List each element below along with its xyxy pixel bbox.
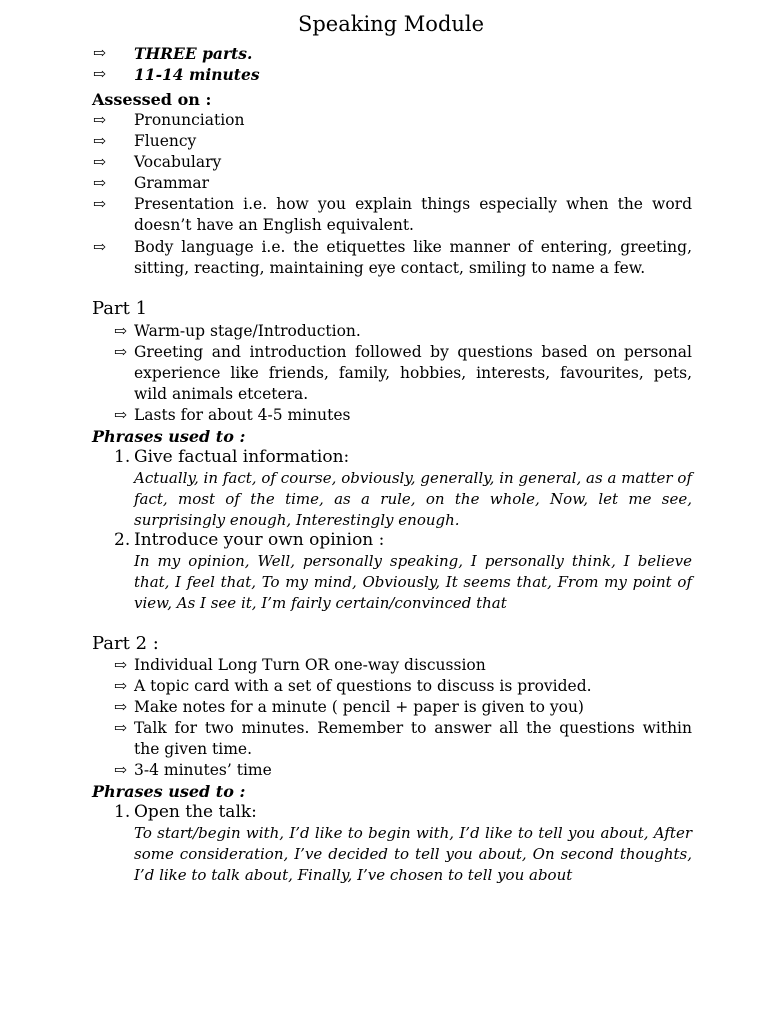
arrow-icon: ⇨	[114, 656, 127, 674]
assessed-item: Fluency	[134, 132, 197, 150]
item-phrases: To start/begin with, I’d like to begin with, I’d like to tell you about, After some consideration, I’ve decided to tell you about, On second thoughts, I’d like to talk about, Finally, I’ve chosen to tell you about	[134, 824, 692, 884]
assessed-heading: Assessed on :	[92, 90, 212, 109]
assessed-item: Grammar	[134, 174, 210, 192]
arrow-icon: ⇨	[93, 132, 106, 150]
part2-heading: Part 2 :	[92, 633, 159, 654]
part1-bullet: Lasts for about 4-5 minutes	[134, 406, 351, 424]
item-number: 1.	[114, 802, 131, 822]
part1-bullet: Warm-up stage/Introduction.	[134, 322, 361, 340]
item-phrases: Actually, in fact, of course, obviously, generally, in general, as a matter of fact, most of the time, as a rule, on the whole, Now, let me see, surprisingly enough, Interestingly enough.	[134, 469, 692, 529]
assessed-item: Vocabulary	[134, 153, 222, 171]
arrow-icon: ⇨	[114, 322, 127, 340]
item-number: 1.	[114, 447, 131, 467]
arrow-icon: ⇨	[93, 195, 106, 213]
part2-bullet: Talk for two minutes. Remember to answer all the questions within the given time.	[134, 719, 692, 758]
arrow-icon: ⇨	[114, 698, 127, 716]
arrow-icon: ⇨	[93, 153, 106, 171]
part2-phrases-heading: Phrases used to :	[92, 782, 246, 801]
arrow-icon: ⇨	[114, 343, 127, 361]
item-title: Open the talk:	[134, 802, 257, 822]
arrow-icon: ⇨	[93, 111, 106, 129]
item-number: 2.	[114, 530, 131, 550]
part2-bullet: Individual Long Turn OR one-way discussion	[134, 656, 486, 674]
arrow-icon: ⇨	[114, 406, 127, 424]
part2-bullet: A topic card with a set of questions to discuss is provided.	[134, 677, 592, 695]
arrow-icon: ⇨	[93, 65, 106, 83]
arrow-icon: ⇨	[93, 44, 106, 62]
overview-item-parts: THREE parts.	[134, 44, 253, 63]
page-title: Speaking Module	[297, 12, 485, 36]
assessed-item: Body language i.e. the etiquettes like manner of entering, greeting, sitting, reacting, maintaining eye contact, smiling to name a few.	[134, 238, 692, 277]
part2-bullet: Make notes for a minute ( pencil + paper is given to you)	[134, 698, 584, 716]
item-title: Give factual information:	[134, 447, 350, 467]
arrow-icon: ⇨	[114, 719, 127, 737]
arrow-icon: ⇨	[114, 677, 127, 695]
part1-heading: Part 1	[92, 298, 148, 319]
item-phrases: In my opinion, Well, personally speaking, I personally think, I believe that, I feel that, To my mind, Obviously, It seems that, From my point of view, As I see it, I’m fairly certain/convinced that	[134, 552, 692, 612]
part2-bullet: 3-4 minutes’ time	[134, 761, 272, 779]
arrow-icon: ⇨	[114, 761, 127, 779]
assessed-item: Pronunciation	[134, 111, 245, 129]
assessed-item: Presentation i.e. how you explain things especially when the word doesn’t have an English equivalent.	[134, 195, 692, 234]
arrow-icon: ⇨	[93, 238, 106, 256]
arrow-icon: ⇨	[93, 174, 106, 192]
item-title: Introduce your own opinion :	[134, 530, 385, 550]
overview-item-duration: 11-14 minutes	[134, 65, 260, 84]
part1-bullet: Greeting and introduction followed by questions based on personal experience like friends, family, hobbies, interests, favourites, pets, wild animals etcetera.	[134, 343, 692, 403]
part1-phrases-heading: Phrases used to :	[92, 427, 246, 446]
